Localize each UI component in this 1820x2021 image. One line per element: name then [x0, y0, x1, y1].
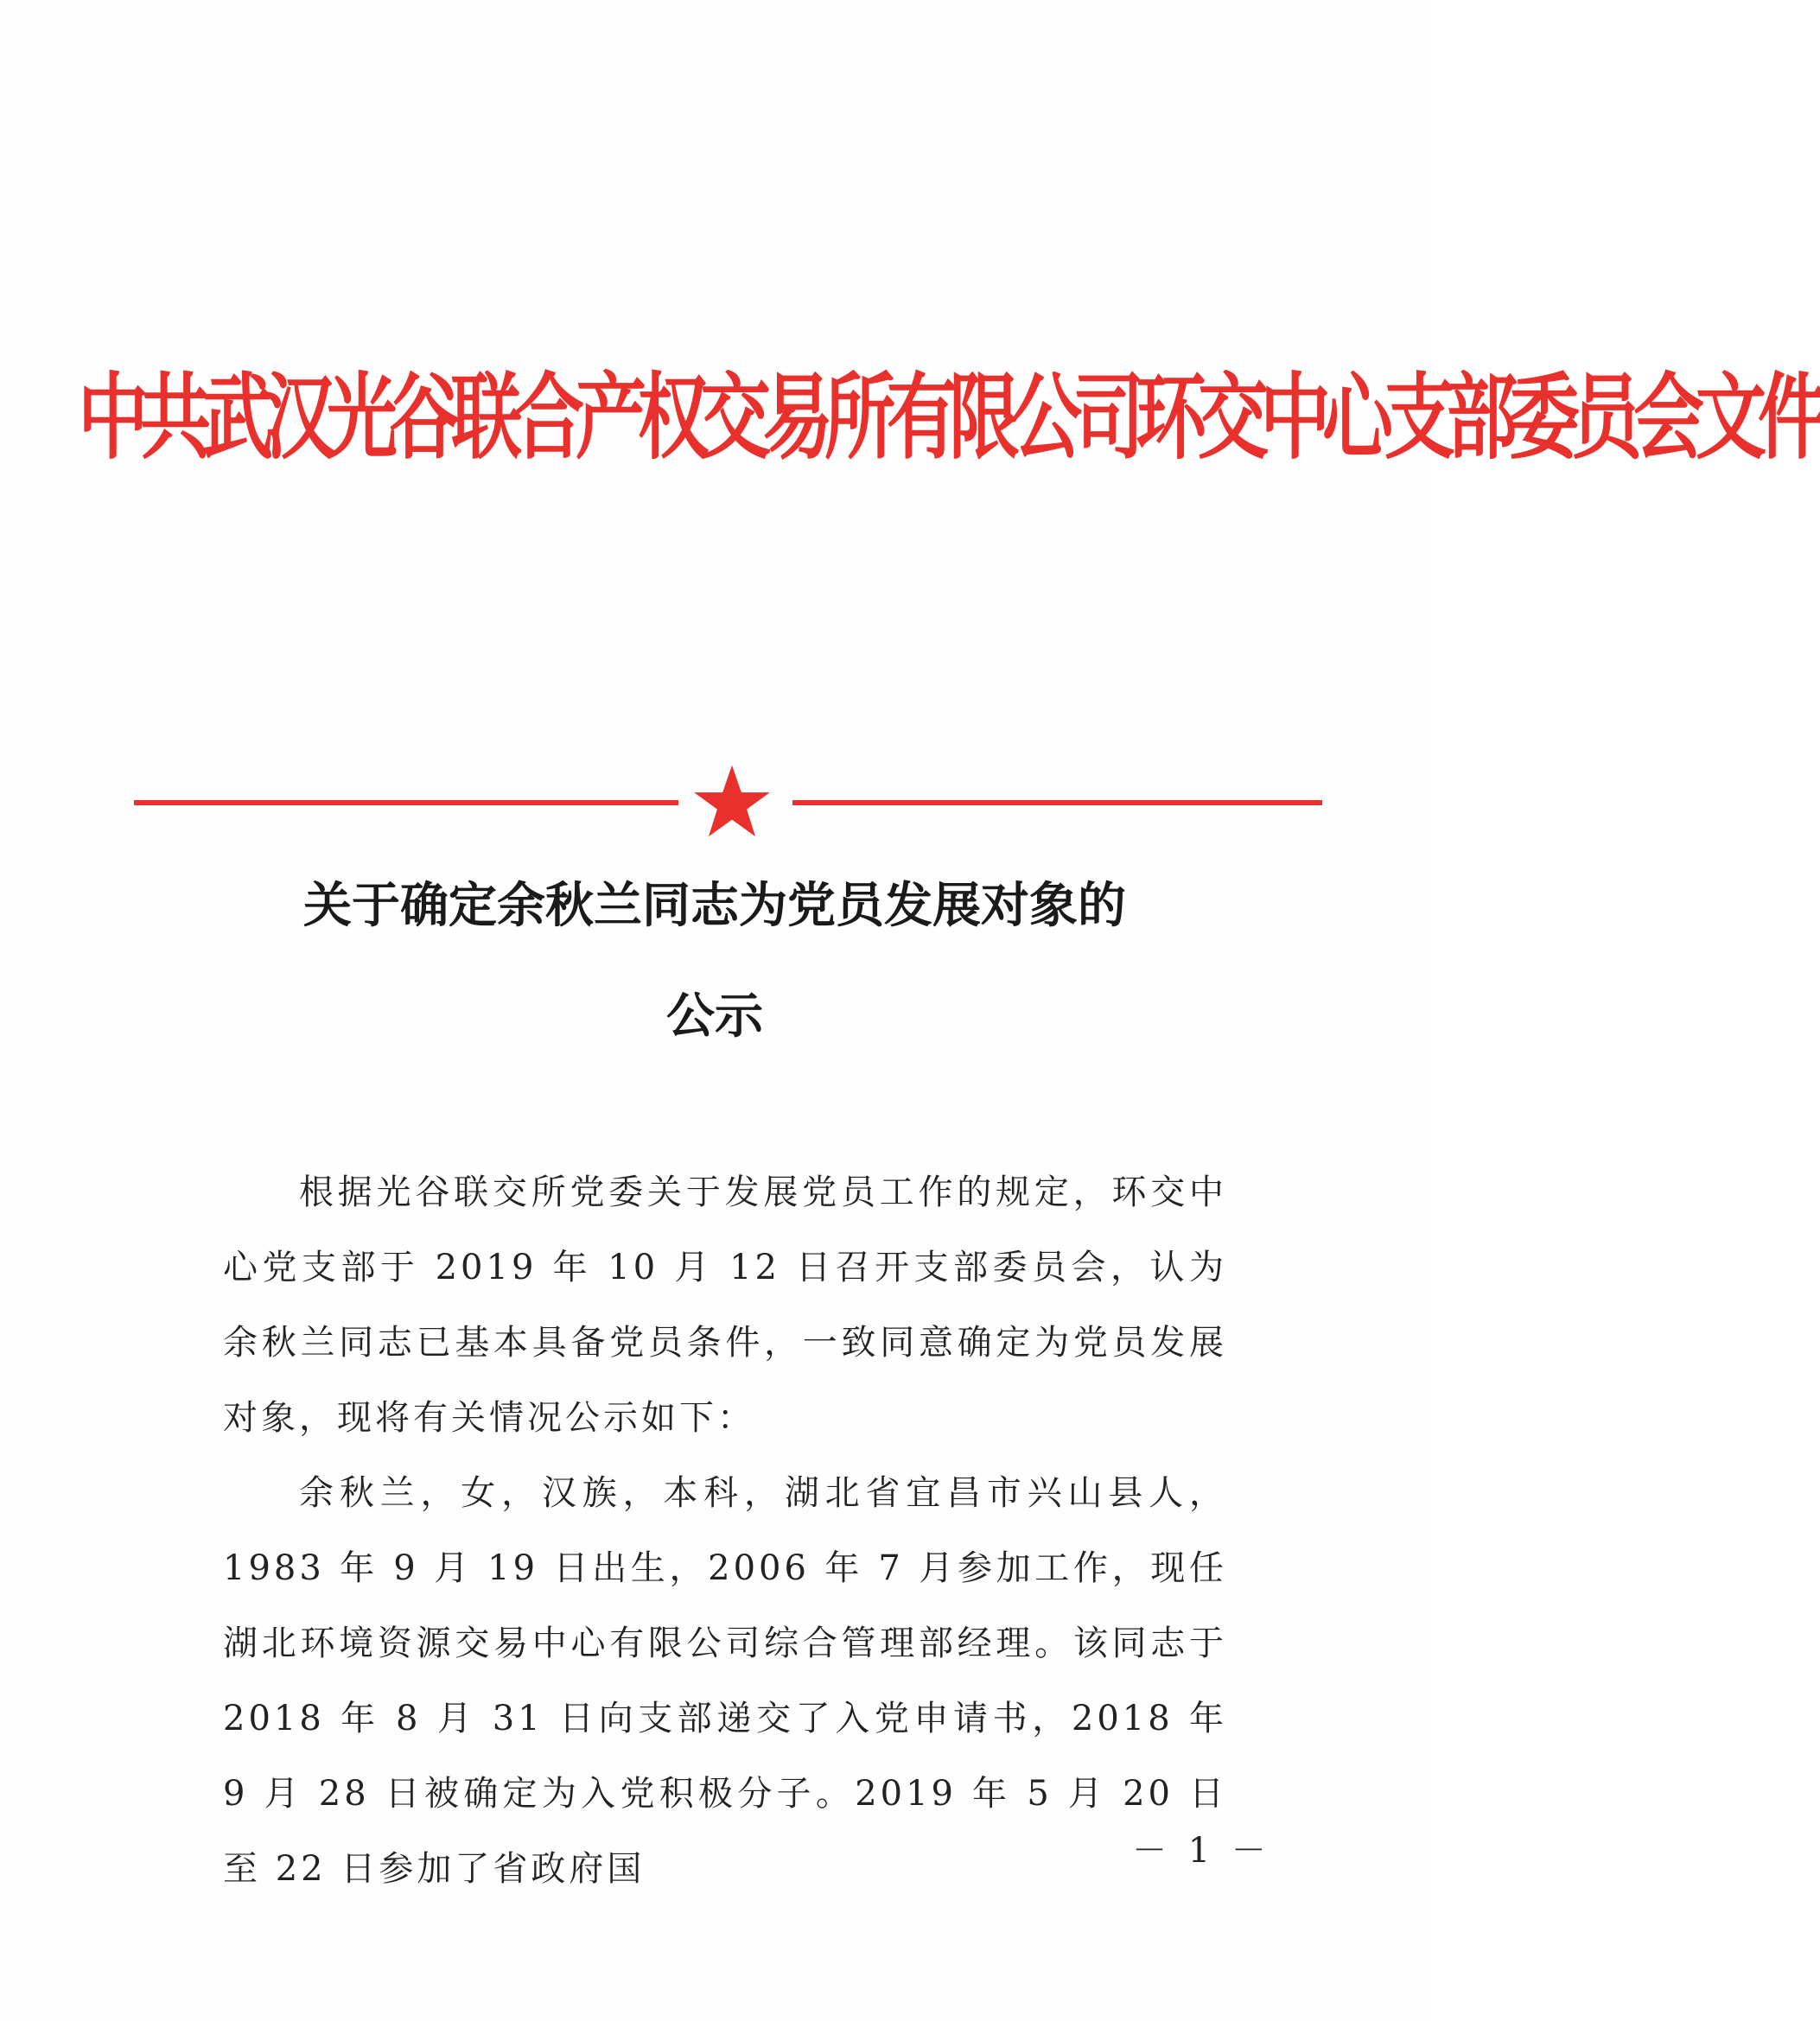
- page-number: － 1 －: [1132, 1831, 1271, 1871]
- document-title-line-2: 公示: [666, 988, 763, 1045]
- document-title-line-1: 关于确定余秋兰同志为党员发展对象的: [303, 877, 1126, 934]
- divider-line-left: [134, 800, 678, 805]
- body-paragraph-1: 根据光谷联交所党委关于发展党员工作的规定，环交中心党支部于 2019 年 10 月 12 日召开支部委员会，认为余秋兰同志已基本具备党员条件，一致同意确定为党员发展对象，现将有关情况公示如下：: [223, 1173, 1227, 1438]
- divider-line-right: [792, 800, 1322, 805]
- red-divider: [134, 788, 1322, 840]
- document-body: [223, 1155, 1227, 1907]
- document-masthead: 中共武汉光谷联合产权交易所有限公司环交中心支部委员会文件: [78, 364, 1820, 473]
- star-icon: [692, 762, 772, 842]
- body-paragraph-2: 余秋兰，女，汉族，本科，湖北省宜昌市兴山县人，1983 年 9 月 19 日出生，2006 年 7 月参加工作，现任湖北环境资源交易中心有限公司综合管理部经理。该同志于 2018 年 8 月 31 日向支部递交了入党申请书，2018 年 9 月 28 日被确定为入党积极分子。2019 年 5 月 20 日至 22 日参加了省政府国: [223, 1473, 1227, 1889]
